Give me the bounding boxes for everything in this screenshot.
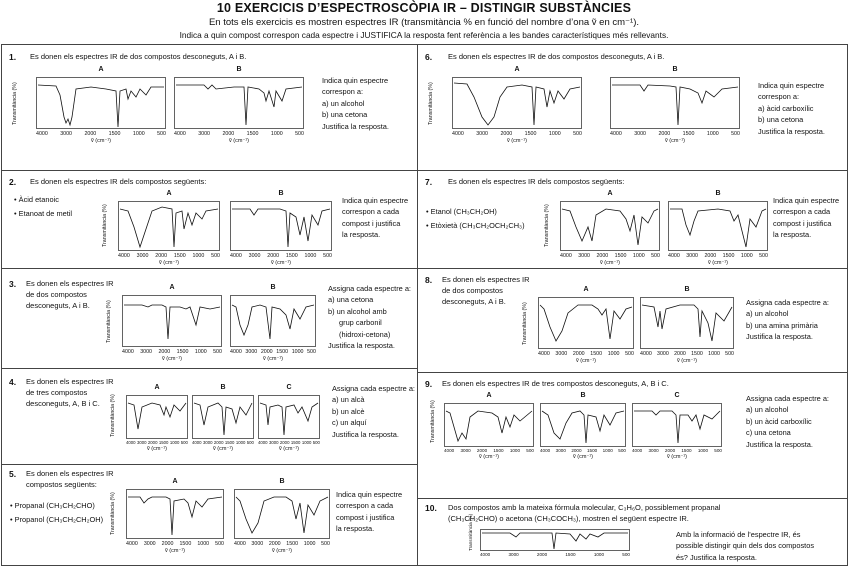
- exercise-question: Es donen els espectres IR de dos compostos desconeguts, A i B.: [30, 52, 247, 61]
- answer-options: Indica quin espectre correspon a cada compost i justifica la resposta.: [342, 196, 409, 240]
- spectrum-b: [540, 392, 626, 460]
- x-axis-label: ṽ (cm⁻¹): [262, 356, 283, 362]
- spectrum-label: A: [583, 286, 589, 293]
- page-subtitle: En tots els exercicis es mostren espectres IR (transmitància % en funció del nombre d’ona ṽ en cm⁻¹).: [208, 17, 640, 28]
- spectrum-a: [428, 66, 582, 144]
- exercise-question: Es donen els espectres IR de dos compostos desconeguts, A i B.: [442, 275, 530, 306]
- spectrum-label: B: [236, 66, 242, 73]
- x-ticks: 4000 3000 2000 1500 1000 500: [258, 440, 320, 445]
- y-axis-label: Transmitància (%): [110, 394, 116, 437]
- spectrum-a: [102, 190, 220, 266]
- spectrum-plot: [118, 201, 220, 251]
- spectrum-plot: [230, 295, 316, 347]
- spectrum-plot: [36, 77, 166, 129]
- spectrum-label: B: [220, 384, 226, 391]
- exercise-4: [2, 369, 418, 465]
- spectrum-plot: [538, 297, 634, 349]
- exercise-number: 4.: [9, 377, 17, 387]
- x-axis-label: ṽ (cm⁻¹): [278, 446, 299, 452]
- exercise-3: [2, 269, 418, 369]
- spectrum-c: [258, 384, 320, 452]
- spectrum-label: B: [672, 66, 678, 73]
- spectrum-plot: [122, 295, 222, 347]
- compound-list: • Àcid etanoic • Etanoat de metil: [14, 195, 73, 219]
- spectrum-b: [174, 66, 304, 144]
- answer-options: Indica quin espectre correspon a: a) un alcohol b) una cetona Justifica la resposta.: [322, 76, 389, 131]
- x-axis-label: ṽ (cm⁻¹): [90, 138, 111, 144]
- x-axis-label: ṽ (cm⁻¹): [478, 454, 499, 460]
- x-axis-label: ṽ (cm⁻¹): [212, 446, 233, 452]
- exercise-number: 6.: [425, 52, 433, 62]
- exercise-number: 9.: [425, 379, 433, 389]
- answer-options: Indica quin espectre correspon a cada compost i justifica la resposta.: [336, 490, 403, 534]
- spectrum-a: [110, 478, 224, 554]
- answer-options: Assigna cada espectre a: a) un alcohol b) una amina primària Justifica la resposta.: [746, 298, 829, 342]
- spectrum-b: [668, 190, 768, 266]
- spectrum-b: [610, 66, 740, 144]
- spectrum-label: B: [278, 190, 284, 197]
- answer-options: Indica quin espectre correspon a: a) àcid carboxílic b) una cetona Justifica la resposta.: [758, 81, 825, 136]
- x-axis-label: ṽ (cm⁻¹): [270, 260, 291, 266]
- answer-options: Amb la informació de l’espectre IR, és possible distingir quin dels dos compostos és? Justifica la resposta.: [676, 530, 815, 562]
- spectrum-label: C: [286, 384, 292, 391]
- exercise-question: Es donen els espectres IR de tres compostos desconeguts, A, B i C.: [26, 377, 114, 408]
- x-ticks: 4000 3000 2000 1500 1000 500: [174, 131, 304, 137]
- exercise-8: [418, 269, 847, 373]
- spectrum-plot: [174, 77, 304, 129]
- exercise-number: 1.: [9, 52, 17, 62]
- spectrum-b: [230, 284, 316, 362]
- x-ticks: 4000 3000 2000 1500 1000 500: [560, 253, 660, 259]
- spectrum-plot: [610, 77, 740, 129]
- x-ticks: 4000 3000 2000 1500 1000 500: [668, 253, 768, 259]
- spectrum-b: [192, 384, 254, 452]
- compound-list: • Etanol (CH₃CH₂OH) • Etòxietà (CH₃CH₂OCH₂CH₃): [426, 207, 525, 231]
- answer-options: Assigna cada espectre a: a) una cetona b) un alcohol amb grup carbonil (hidroxi-cetona) Justifica la resposta.: [328, 284, 411, 351]
- x-ticks: 4000 3000 2000 1500 1000 500: [632, 448, 722, 453]
- x-ticks: 4000 3000 2000 1500 1000 500: [538, 351, 634, 357]
- x-ticks: 4000 3000 2000 1500 1000 500: [540, 448, 626, 453]
- exercise-grid: [1, 44, 848, 566]
- spectrum-label: A: [486, 392, 492, 399]
- y-axis-label: Transmitància (%): [544, 204, 550, 247]
- x-axis-label: ṽ (cm⁻¹): [664, 138, 685, 144]
- spectrum-label: B: [715, 190, 721, 197]
- exercise-question: Es donen els espectres IR dels compostos següents:: [30, 177, 207, 186]
- exercise-number: 7.: [425, 177, 433, 187]
- x-ticks: 4000 3000 2000 1500 1000 500: [126, 541, 224, 547]
- spectrum-plot: [452, 77, 582, 129]
- spectrum-plot: [230, 201, 332, 251]
- spectrum-b: [640, 286, 734, 364]
- x-ticks: 4000 3000 2000 1500 1000 500: [444, 448, 534, 453]
- x-axis-label: ṽ (cm⁻¹): [161, 356, 182, 362]
- spectrum-plot: [640, 297, 734, 349]
- spectrum-plot: [126, 489, 224, 539]
- spectrum-label: A: [98, 66, 104, 73]
- x-axis-label: ṽ (cm⁻¹): [506, 138, 527, 144]
- answer-options: Assigna cada espectre a: a) un alcà b) un alcè c) un alquí Justifica la resposta.: [332, 384, 415, 439]
- spectrum-plot: [258, 395, 320, 439]
- y-axis-label: Transmitància (%): [522, 302, 528, 345]
- exercise-6: [418, 45, 847, 171]
- x-axis-label: ṽ (cm⁻¹): [158, 260, 179, 266]
- exercise-number: 2.: [9, 177, 17, 187]
- spectrum-label: B: [279, 478, 285, 485]
- exercise-question: Dos compostos amb la mateixa fórmula molecular, C₃H₆O, possiblement propanal (CH₃CH₂CHO) o acetona (CH₃COCH₃), mostren el següent espectre IR.: [448, 503, 721, 523]
- y-axis-label: Transmitància (%): [468, 513, 473, 551]
- x-ticks: 4000 3000 2000 1500 1000 500: [122, 349, 222, 355]
- spectrum-plot: [632, 403, 722, 447]
- exercise-9: [418, 373, 847, 499]
- x-axis-label: ṽ (cm⁻¹): [599, 260, 620, 266]
- x-axis-label: ṽ (cm⁻¹): [164, 548, 185, 554]
- x-ticks: 4000 3000 2000 1500 1000 500: [118, 253, 220, 259]
- x-ticks: 4000 3000 2000 1500 1000 500: [480, 552, 630, 557]
- spectrum-a: [544, 190, 660, 266]
- spectrum-label: A: [514, 66, 520, 73]
- y-axis-label: Transmitància (%): [430, 400, 436, 443]
- x-ticks: 4000 3000 2000 1500 1000 500: [230, 349, 316, 355]
- spectrum-plot: [126, 395, 188, 439]
- x-ticks: 4000 3000 2000 1500 1000 500: [234, 541, 330, 547]
- exercise-number: 8.: [425, 275, 433, 285]
- x-ticks: 4000 3000 2000 1500 1000 500: [192, 440, 254, 445]
- y-axis-label: Transmitància (%): [110, 492, 116, 535]
- spectrum-plot: [560, 201, 660, 251]
- exercise-7: [418, 171, 847, 269]
- spectrum-a: [522, 286, 634, 364]
- x-axis-label: ṽ (cm⁻¹): [676, 358, 697, 364]
- spectrum-a: [106, 284, 222, 362]
- exercise-5: [2, 465, 418, 565]
- spectrum-c: [632, 392, 722, 460]
- spectrum-a: [430, 392, 534, 460]
- x-ticks: 4000 3000 2000 1500 1000 500: [126, 440, 188, 445]
- spectrum-a: [12, 66, 166, 144]
- spectrum-label: B: [684, 286, 690, 293]
- spectrum-plot: [444, 403, 534, 447]
- exercise-question: Es donen els espectres IR de tres compostos desconeguts, A, B i C.: [442, 379, 669, 388]
- spectrum-label: A: [154, 384, 160, 391]
- x-ticks: 4000 3000 2000 1500 1000 500: [610, 131, 740, 137]
- exercise-question: Es donen els espectres IR de dos compostos desconeguts, A i B.: [448, 52, 665, 61]
- spectrum-plot: [540, 403, 626, 447]
- exercise-2: [2, 171, 418, 269]
- x-ticks: 4000 3000 2000 1500 1000 500: [452, 131, 582, 137]
- spectrum-label: A: [166, 190, 172, 197]
- spectrum-label: B: [270, 284, 276, 291]
- spectrum: [468, 513, 630, 557]
- x-ticks: 4000 3000 2000 1500 1000 500: [230, 253, 332, 259]
- compound-list: • Propanal (CH₃CH₂CHO) • Propanol (CH₃CH₂CH₂OH): [10, 501, 104, 525]
- exercise-number: 3.: [9, 279, 17, 289]
- page-title: 10 EXERCICIS D’ESPECTROSCÒPIA IR – DISTINGIR SUBSTÀNCIES: [216, 1, 632, 15]
- page-header: [0, 0, 848, 40]
- spectrum-plot: [668, 201, 768, 251]
- answer-options: Indica quin espectre correspon a cada compost i justifica la resposta.: [773, 196, 840, 240]
- exercise-1: [2, 45, 418, 171]
- spectrum-plot: [480, 529, 630, 551]
- y-axis-label: Transmitància (%): [102, 204, 108, 247]
- x-axis-label: ṽ (cm⁻¹): [707, 260, 728, 266]
- spectrum-a: [110, 384, 188, 452]
- answer-options: Assigna cada espectre a: a) un alcohol b) un àcid carboxílic c) una cetona Justifica la resposta.: [746, 394, 829, 449]
- exercise-question: Es donen els espectres IR de dos compostos desconeguts, A i B.: [26, 279, 114, 310]
- y-axis-label: Transmitància (%): [12, 82, 18, 125]
- exercise-10: [418, 499, 847, 565]
- exercise-question: Es donen els espectres IR compostos següents:: [26, 469, 114, 489]
- spectrum-label: A: [607, 190, 613, 197]
- exercise-number: 10.: [425, 503, 437, 513]
- x-axis-label: ṽ (cm⁻¹): [146, 446, 167, 452]
- spectrum-label: B: [580, 392, 586, 399]
- x-ticks: 4000 3000 2000 1500 1000 500: [640, 351, 734, 357]
- spectrum-plot: [192, 395, 254, 439]
- x-ticks: 4000 3000 2000 1500 1000 500: [36, 131, 166, 137]
- spectrum-label: C: [674, 392, 680, 399]
- spectrum-label: A: [172, 478, 178, 485]
- spectrum-label: A: [169, 284, 175, 291]
- x-axis-label: ṽ (cm⁻¹): [666, 454, 687, 460]
- spectrum-b: [234, 478, 330, 554]
- x-axis-label: ṽ (cm⁻¹): [228, 138, 249, 144]
- spectrum-plot: [234, 489, 330, 539]
- y-axis-label: Transmitància (%): [428, 82, 434, 125]
- page-instruction: Indica a quin compost correspon cada espectre i JUSTIFICA la resposta fent referència a les bandes característiques més rellevants.: [179, 30, 669, 40]
- y-axis-label: Transmitància (%): [106, 300, 112, 343]
- x-axis-label: ṽ (cm⁻¹): [575, 358, 596, 364]
- exercise-number: 5.: [9, 469, 17, 479]
- x-axis-label: ṽ (cm⁻¹): [271, 548, 292, 554]
- x-axis-label: ṽ (cm⁻¹): [572, 454, 593, 460]
- spectrum-b: [230, 190, 332, 266]
- exercise-question: Es donen els espectres IR dels compostos següents:: [448, 177, 625, 186]
